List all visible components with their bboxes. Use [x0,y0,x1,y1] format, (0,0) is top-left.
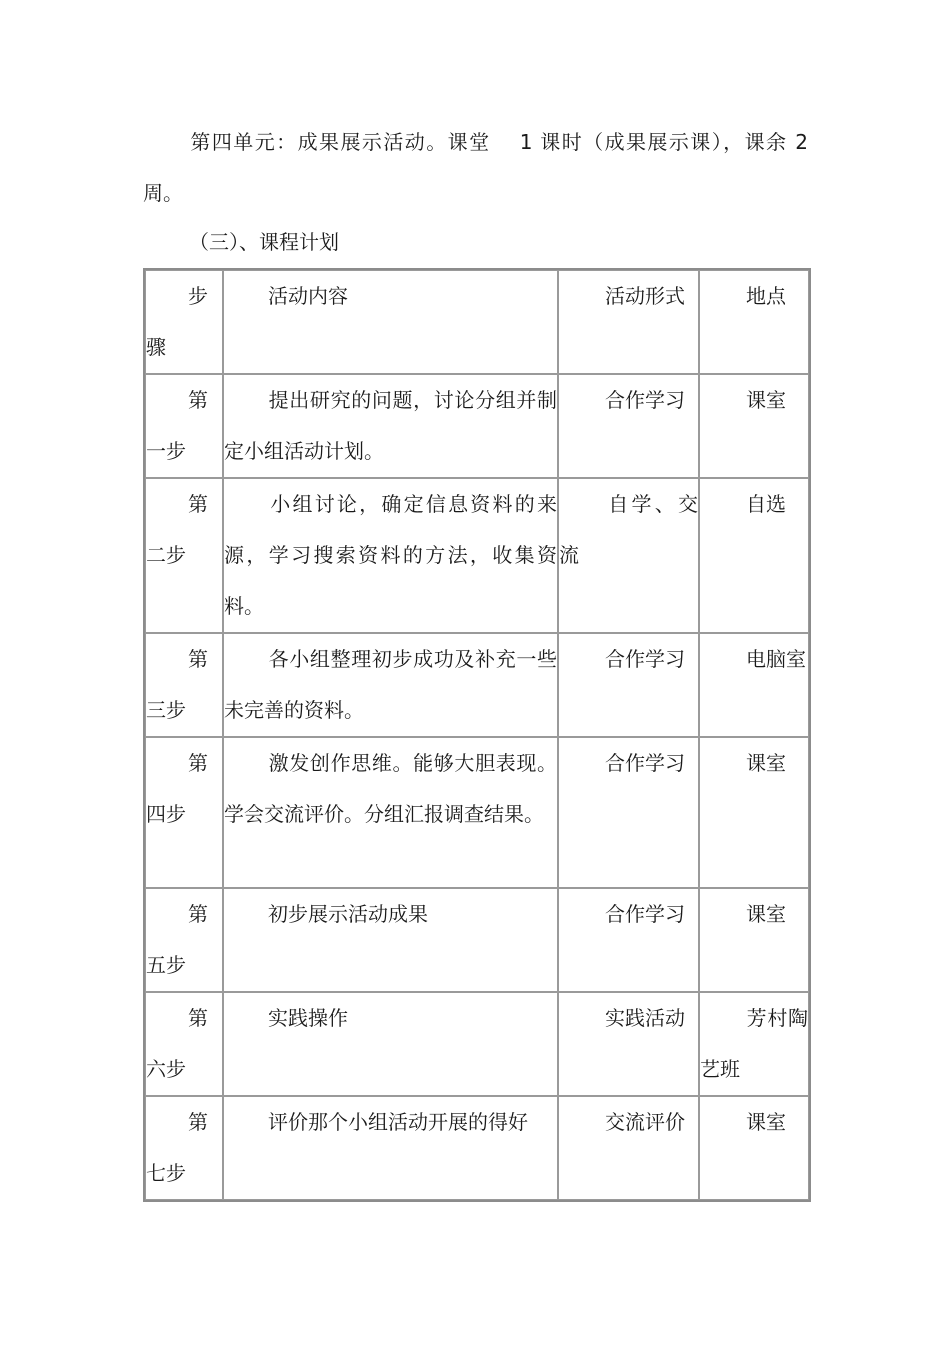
intro-text: 第四单元：成果展示活动。课堂 1 课时（成果展示课），课余 2 周。 [143,130,808,205]
header-content: 活动内容 [268,284,348,308]
header-form-cell [558,270,699,374]
content-cell [223,374,558,478]
activity-content: 小组讨论，确定信息资料的来源，学习搜索资料的方法，收集资料。 [224,492,557,618]
step-cell [145,992,223,1096]
activity-form: 合作学习 [605,388,685,412]
activity-location: 课室 [746,751,786,775]
step-label-top: 第 [188,647,208,671]
header-step-bottom: 骤 [146,335,166,359]
activity-content: 各小组整理初步成功及补充一些未完善的资料。 [224,647,557,722]
activity-location: 课室 [746,1110,786,1134]
form-cell [558,374,699,478]
activity-form: 交流评价 [605,1110,685,1134]
step-cell [145,737,223,888]
activity-content: 激发创作思维。能够大胆表现。学会交流评价。分组汇报调查结果。 [224,751,557,826]
activity-location: 自选 [746,492,786,516]
step-label-bottom: 五步 [146,953,186,977]
activity-form: 合作学习 [605,751,685,775]
content-cell [223,633,558,737]
step-label-bottom: 一步 [146,439,186,463]
content-cell [223,478,558,633]
form-cell [558,888,699,992]
header-step-top: 步 [188,284,208,308]
table-row [145,1096,809,1200]
form-cell [558,478,699,633]
form-cell [558,992,699,1096]
activity-form: 合作学习 [605,647,685,671]
step-cell [145,633,223,737]
activity-location: 课室 [746,902,786,926]
location-cell [699,374,809,478]
location-cell [699,888,809,992]
step-label-bottom: 四步 [146,802,186,826]
step-label-top: 第 [188,1006,208,1030]
step-label-bottom: 七步 [146,1161,186,1185]
table-row [145,374,809,478]
step-label-bottom: 六步 [146,1057,186,1081]
table-row [145,888,809,992]
step-cell [145,1096,223,1200]
step-label-top: 第 [188,751,208,775]
header-location: 地点 [746,284,786,308]
step-label-bottom: 三步 [146,698,186,722]
activity-form: 自学、交流 [559,492,698,567]
location-cell [699,478,809,633]
location-cell [699,737,809,888]
content-cell [223,737,558,888]
activity-form: 实践活动 [605,1006,685,1030]
header-location-cell [699,270,809,374]
step-label-top: 第 [188,1110,208,1134]
form-cell [558,737,699,888]
activity-content: 实践操作 [268,1006,348,1030]
form-cell [558,633,699,737]
header-content-cell [223,270,558,374]
activity-location: 课室 [746,388,786,412]
activity-form: 合作学习 [605,902,685,926]
step-label-top: 第 [188,902,208,926]
activity-content: 评价那个小组活动开展的得好 [268,1110,528,1134]
activity-content: 初步展示活动成果 [268,902,428,926]
section-heading: （三）、课程计划 [189,230,339,254]
step-label-top: 第 [188,388,208,412]
step-cell [145,478,223,633]
table-row [145,737,809,888]
content-cell [223,992,558,1096]
location-cell [699,633,809,737]
content-cell [223,888,558,992]
table-row [145,633,809,737]
activity-location: 电脑室 [746,647,806,671]
location-cell [699,1096,809,1200]
table-row [145,992,809,1096]
step-cell [145,888,223,992]
activity-content: 提出研究的问题，讨论分组并制定小组活动计划。 [224,388,557,463]
intro-paragraph [143,117,808,219]
table-header-row [145,270,809,374]
step-label-bottom: 二步 [146,543,186,567]
activity-location: 芳村陶艺班 [700,1006,808,1081]
content-cell [223,1096,558,1200]
step-cell [145,374,223,478]
header-form: 活动形式 [605,284,685,308]
table-row [145,478,809,633]
course-plan-table [143,268,811,1202]
form-cell [558,1096,699,1200]
header-step-cell [145,270,223,374]
step-label-top: 第 [188,492,208,516]
location-cell [699,992,809,1096]
